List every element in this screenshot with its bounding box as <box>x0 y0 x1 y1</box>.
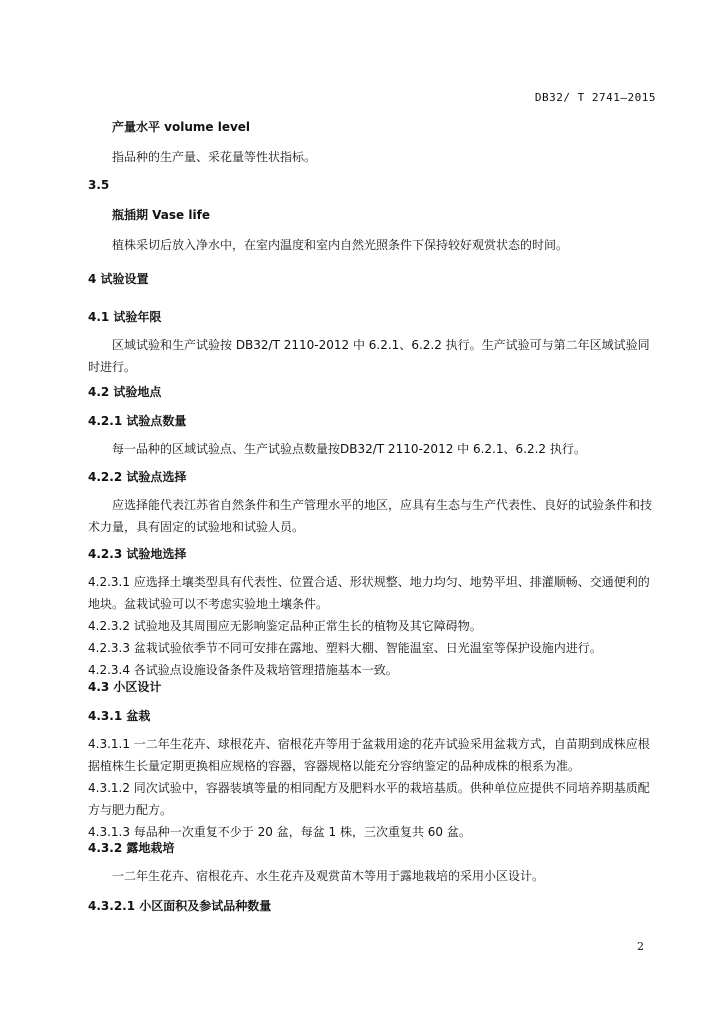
section-4-2 <box>88 381 658 403</box>
clause-item: 4.2.3.1 应选择土壤类型具有代表性、位置合适、形状规整、地力均匀、地势平坦、排灌顺畅、交通便利的地块。盆栽试验可以不考虑实验地土壤条件。 <box>88 575 650 611</box>
clause-item: 4.3.1.2 同次试验中，容器装填等量的相同配方及肥料水平的栽培基质。供种单位应提供不同培养期基质配方与肥力配方。 <box>88 781 650 817</box>
section-heading: 4.1 试验年限 <box>88 310 162 324</box>
clause-list <box>88 571 658 681</box>
clause-item: 4.2.3.3 盆栽试验依季节不同可安排在露地、塑料大棚、智能温室、日光温室等保护设施内进行。 <box>88 641 602 655</box>
section-text: 应选择能代表江苏省自然条件和生产管理水平的地区，应具有生态与生产代表性、良好的试验条件和技术力量，具有固定的试验地和试验人员。 <box>88 498 653 534</box>
section-heading: 4.2.3 试验地选择 <box>88 547 187 561</box>
section-3-5 <box>88 174 658 256</box>
section-text: 区域试验和生产试验按 DB32/T 2110-2012 中 6.2.1、6.2.2 执行。生产试验可与第二年区域试验同时进行。 <box>88 338 650 374</box>
term-definition: 指品种的生产量、采花量等性状指标。 <box>112 150 317 164</box>
clause-list <box>88 733 658 843</box>
section-heading: 4.2.1 试验点数量 <box>88 414 187 428</box>
standard-number: DB32/ T 2741—2015 <box>534 91 656 104</box>
section-4-2-3 <box>88 543 658 681</box>
section-4 <box>88 268 658 290</box>
section-4-3-2-1 <box>88 895 658 917</box>
section-4-1 <box>88 306 658 378</box>
section-text: 每一品种的区域试验点、生产试验点数量按DB32/T 2110-2012 中 6.2.1、6.2.2 执行。 <box>112 442 586 456</box>
section-heading: 4.2 试验地点 <box>88 385 162 399</box>
clause-item: 4.3.1.1 一二年生花卉、球根花卉、宿根花卉等用于盆栽用途的花卉试验采用盆栽方式，自苗期到成株应根据植株生长量定期更换相应规格的容器，容器规格以能充分容纳鉴定的品种成株的根系为准。 <box>88 737 650 773</box>
section-4-2-2 <box>88 466 658 538</box>
section-heading: 4.3.1 盆栽 <box>88 709 151 723</box>
section-heading: 4.3.2 露地栽培 <box>88 841 175 855</box>
clause-item: 4.2.3.4 各试验点设施设备条件及栽培管理措施基本一致。 <box>88 663 398 677</box>
page-number: 2 <box>637 940 644 953</box>
section-number: 3.5 <box>88 178 110 192</box>
section-heading: 4 试验设置 <box>88 272 149 286</box>
section-text: 一二年生花卉、宿根花卉、水生花卉及观赏苗木等用于露地栽培的采用小区设计。 <box>112 869 545 883</box>
term-title: 产量水平 volume level <box>112 120 251 134</box>
section-4-3-2 <box>88 837 658 887</box>
section-heading: 4.3.2.1 小区面积及参试品种数量 <box>88 899 272 913</box>
section-4-3 <box>88 676 658 698</box>
clause-item: 4.2.3.2 试验地及其周围应无影响鉴定品种正常生长的植物及其它障碍物。 <box>88 619 482 633</box>
term-title: 瓶插期 Vase life <box>112 208 210 222</box>
section-heading: 4.3 小区设计 <box>88 680 162 694</box>
section-heading: 4.2.2 试验点选择 <box>88 470 187 484</box>
section-3-4 <box>88 116 658 168</box>
section-4-2-1 <box>88 410 658 460</box>
term-definition: 植株采切后放入净水中，在室内温度和室内自然光照条件下保持较好观赏状态的时间。 <box>112 238 569 252</box>
clause-item: 4.3.1.3 每品种一次重复不少于 20 盆，每盆 1 株，三次重复共 60 盆。 <box>88 825 471 839</box>
section-4-3-1 <box>88 705 658 843</box>
